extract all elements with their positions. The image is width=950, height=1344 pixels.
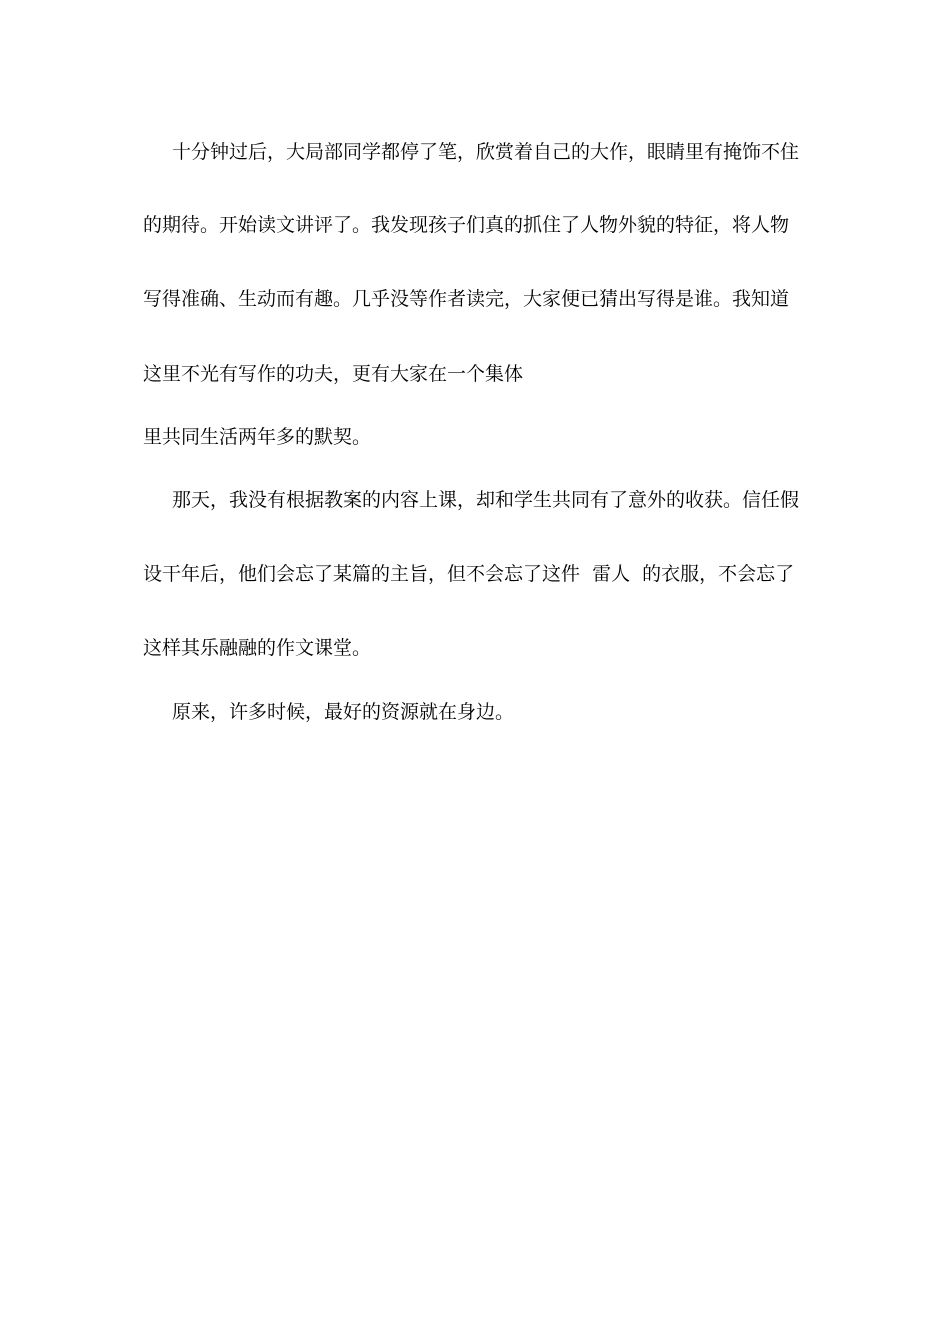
paragraph-1-line-5: 里共同生活两年多的默契。 bbox=[143, 426, 372, 448]
paragraph-1-line-1: 十分钟过后，大局部同学都停了笔，欣赏着自己的大作，眼睛里有掩饰不住 bbox=[172, 141, 800, 163]
paragraph-2-line-1: 那天，我没有根据教案的内容上课，却和学生共同有了意外的收获。信任假 bbox=[172, 489, 800, 511]
paragraph-1-line-3: 写得准确、生动而有趣。几乎没等作者读完，大家便已猜出写得是谁。我知道 bbox=[143, 288, 790, 310]
paragraph-2-line-3: 这样其乐融融的作文课堂。 bbox=[143, 637, 372, 659]
paragraph-1-line-4: 这里不光有写作的功夫，更有大家在一个集体 bbox=[143, 363, 524, 385]
paragraph-3-line-1: 原来，许多时候，最好的资源就在身边。 bbox=[172, 701, 515, 723]
paragraph-1-line-2: 的期待。开始读文讲评了。我发现孩子们真的抓住了人物外貌的特征，将人物 bbox=[143, 214, 790, 236]
paragraph-2-line-2: 设干年后，他们会忘了某篇的主旨，但不会忘了这件 雷人 的衣服，不会忘了 bbox=[143, 563, 795, 585]
